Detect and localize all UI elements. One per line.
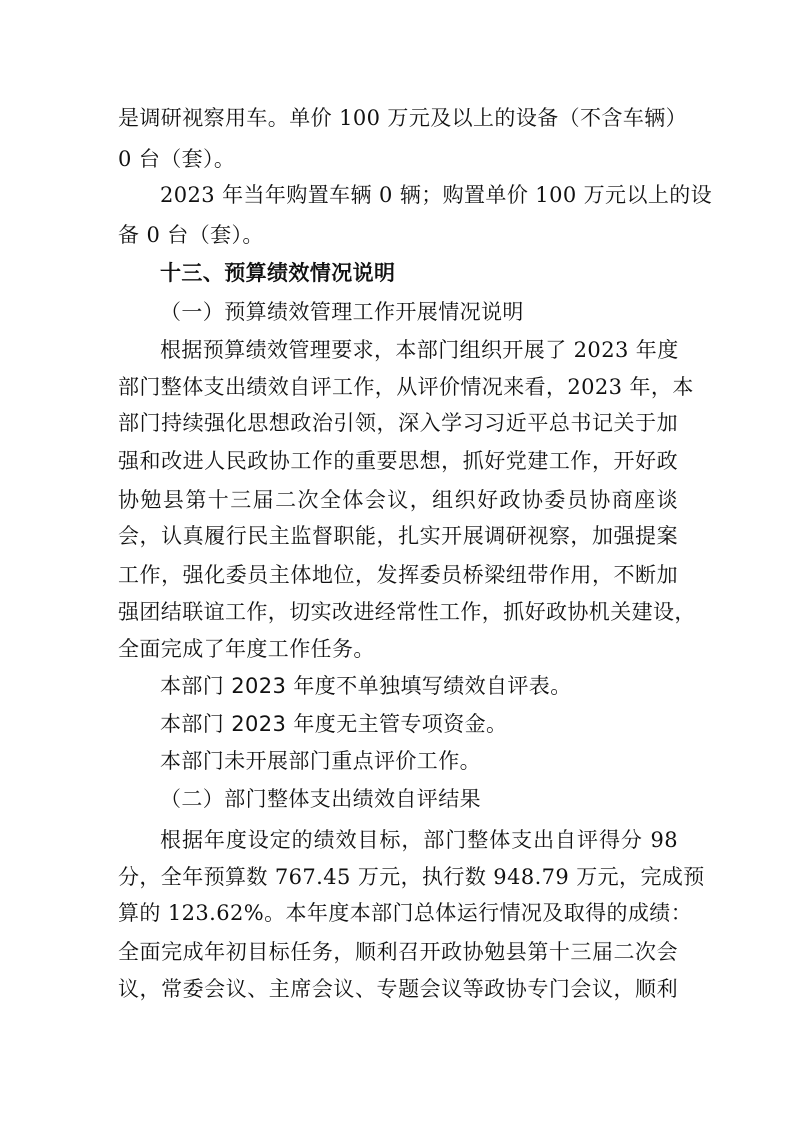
paragraph-line: 全面完成了年度工作任务。 (118, 637, 375, 661)
paragraph-line: 根据年度设定的绩效目标，部门整体支出自评得分 98 (160, 828, 678, 852)
paragraph-line: 根据预算绩效管理要求，本部门组织开展了 2023 年度 (160, 338, 679, 362)
paragraph-line: 部门整体支出绩效自评工作，从评价情况来看，2023 年，本 (118, 375, 694, 399)
paragraph-line: 部门持续强化思想政治引领，深入学习习近平总书记关于加 (118, 411, 678, 435)
paragraph-line: 全面完成年初目标任务，顺利召开政协勉县第十三届二次会 (118, 940, 678, 964)
paragraph-line: 本部门 2023 年度无主管专项资金。 (160, 712, 508, 736)
paragraph-line: 工作，强化委员主体地位，发挥委员桥梁纽带作用，不断加 (118, 563, 678, 587)
paragraph-line: 协勉县第十三届二次全体会议，组织好政协委员协商座谈 (118, 488, 678, 512)
paragraph-line: 本部门 2023 年度不单独填写绩效自评表。 (160, 674, 572, 698)
paragraph-line: 议，常委会议、主席会议、专题会议等政协专门会议，顺利 (118, 977, 678, 1001)
paragraph-line: 0 台（套）。 (118, 147, 236, 171)
paragraph-line: 强和改进人民政协工作的重要思想，抓好党建工作，开好政 (118, 449, 678, 473)
subsection-heading: （一）预算绩效管理工作开展情况说明 (160, 300, 524, 324)
subsection-heading: （二）部门整体支出绩效自评结果 (160, 787, 481, 811)
paragraph-line: 本部门未开展部门重点评价工作。 (160, 749, 481, 773)
paragraph-line: 是调研视察用车。单价 100 万元及以上的设备（不含车辆） (118, 106, 688, 130)
paragraph-line: 会，认真履行民主监督职能，扎实开展调研视察，加强提案 (118, 524, 678, 548)
paragraph-line: 备 0 台（套）。 (118, 223, 264, 247)
paragraph-line: 分，全年预算数 767.45 万元，执行数 948.79 万元，完成预 (118, 865, 705, 889)
paragraph-line: 2023 年当年购置车辆 0 辆；购置单价 100 万元以上的设 (160, 183, 713, 207)
paragraph-line: 算的 123.62%。本年度本部门总体运行情况及取得的成绩： (118, 901, 693, 925)
paragraph-line: 强团结联谊工作，切实改进经常性工作，抓好政协机关建设， (118, 600, 696, 624)
section-heading: 十三、预算绩效情况说明 (160, 261, 396, 285)
